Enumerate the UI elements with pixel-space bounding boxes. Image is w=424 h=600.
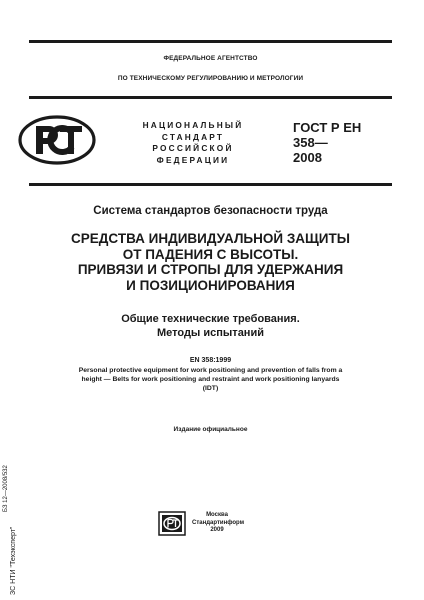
english-title-line: (IDT) <box>202 385 219 392</box>
standard-type-line: НАЦИОНАЛЬНЫЙ <box>142 120 244 130</box>
publisher-line: 2009 <box>210 527 224 533</box>
title-rule <box>29 183 392 186</box>
en-code: EN 358:1999 <box>189 357 232 364</box>
publisher-info <box>192 512 245 535</box>
standard-type <box>118 120 268 166</box>
committee-name: ПО ТЕХНИЧЕСКОМУ РЕГУЛИРОВАНИЮ И МЕТРОЛОГИИ <box>117 75 304 82</box>
english-title-line: Personal protective equipment for work positioning and prevention of falls from a <box>78 367 343 374</box>
designation-line: 2008 <box>293 150 322 165</box>
agency-name: ФЕДЕРАЛЬНОЕ АГЕНТСТВО <box>163 55 258 62</box>
subtitle-line: Методы испытаний <box>157 326 264 339</box>
header-rule <box>29 96 392 99</box>
standartinform-logo-icon <box>158 511 186 536</box>
side-code: БЗ 12—2008/532 <box>3 465 9 512</box>
publisher-line: Стандартинформ <box>192 519 245 526</box>
standard-designation <box>293 120 361 165</box>
subtitle-line: Общие технические требования. <box>121 313 300 325</box>
main-title-line: СРЕДСТВА ИНДИВИДУАЛЬНОЙ ЗАЩИТЫ <box>71 231 350 246</box>
edition-note: Издание официальное <box>173 426 248 433</box>
main-title-line: И ПОЗИЦИОНИРОВАНИЯ <box>126 277 295 293</box>
english-title-line: height — Belts for work positioning and restraint and work positioning lanyards <box>81 376 340 383</box>
system-title: Система стандартов безопасности труда <box>93 205 328 217</box>
gost-r-logo-icon <box>18 115 96 165</box>
main-title-line: ПРИВЯЗИ И СТРОПЫ ДЛЯ УДЕРЖАНИЯ <box>77 262 344 277</box>
standard-type-line: ФЕДЕРАЦИИ <box>156 154 230 165</box>
main-title-line: ОТ ПАДЕНИЯ С ВЫСОТЫ. <box>122 246 299 262</box>
subtitle <box>29 313 392 340</box>
english-equivalent <box>29 356 392 393</box>
side-stamp: ЗС НТИ "Техэксперт" <box>10 526 17 595</box>
publisher-line: Москва <box>206 512 228 518</box>
top-rule <box>29 40 392 43</box>
designation-line: ГОСТ Р ЕН <box>293 120 362 135</box>
designation-line: 358— <box>293 135 328 150</box>
standard-type-line: РОССИЙСКОЙ <box>152 143 234 153</box>
main-title <box>29 231 392 293</box>
standard-type-line: СТАНДАРТ <box>161 131 225 142</box>
